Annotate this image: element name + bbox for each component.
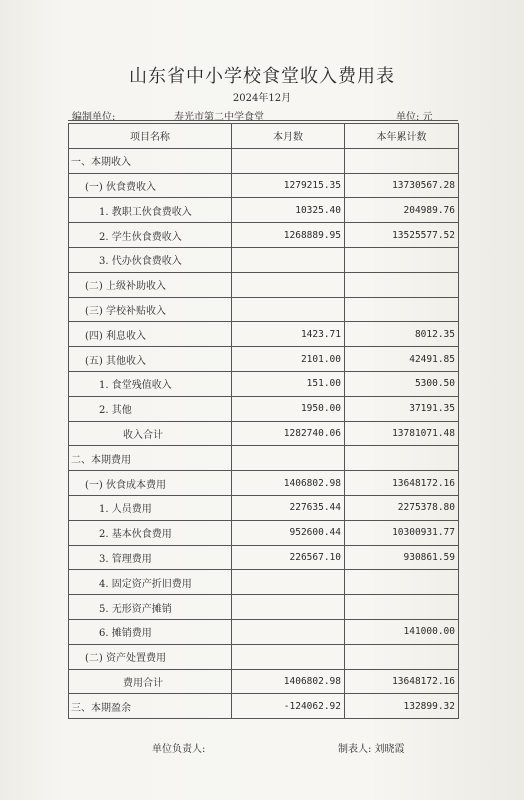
row-ytd-value: 13730567.28 xyxy=(345,173,459,198)
row-month-value xyxy=(232,644,345,669)
table-row xyxy=(69,347,459,372)
prepared-by-value: 寿光市第二中学食堂 xyxy=(174,112,264,123)
table-row xyxy=(69,322,459,347)
table-row xyxy=(69,247,459,272)
row-month-value xyxy=(232,148,345,173)
row-item-name: 三、本期盈余 xyxy=(69,694,232,719)
row-month-value: 227635.44 xyxy=(232,495,345,520)
row-month-value: 1423.71 xyxy=(232,322,345,347)
responsible-person-label: 单位负责人: xyxy=(152,744,206,755)
row-ytd-value xyxy=(345,595,459,620)
table-row xyxy=(69,446,459,471)
row-item-name: 1. 食堂残值收入 xyxy=(69,371,232,396)
row-ytd-value xyxy=(345,297,459,322)
row-month-value: 1406802.98 xyxy=(232,471,345,496)
row-month-value: 151.00 xyxy=(232,371,345,396)
table-row xyxy=(69,495,459,520)
row-ytd-value xyxy=(345,644,459,669)
row-item-name: 费用合计 xyxy=(69,669,232,694)
row-item-name: 3. 管理费用 xyxy=(69,545,232,570)
row-item-name: (四) 利息收入 xyxy=(69,322,232,347)
table-row xyxy=(69,619,459,644)
income-expense-table xyxy=(68,123,459,719)
table-row xyxy=(69,396,459,421)
row-month-value: -124062.92 xyxy=(232,694,345,719)
table-row xyxy=(69,148,459,173)
row-ytd-value: 5300.50 xyxy=(345,371,459,396)
row-ytd-value: 141000.00 xyxy=(345,619,459,644)
row-item-name: 5. 无形资产摊销 xyxy=(69,595,232,620)
row-ytd-value xyxy=(345,446,459,471)
column-header-item: 项目名称 xyxy=(69,124,232,149)
table-row xyxy=(69,545,459,570)
row-ytd-value: 13525577.52 xyxy=(345,223,459,248)
row-ytd-value xyxy=(345,570,459,595)
row-month-value: 1406802.98 xyxy=(232,669,345,694)
row-ytd-value: 13781071.48 xyxy=(345,421,459,446)
row-ytd-value xyxy=(345,148,459,173)
table-row xyxy=(69,198,459,223)
row-item-name: (一) 伙食费收入 xyxy=(69,173,232,198)
table-row xyxy=(69,570,459,595)
row-month-value: 1282740.06 xyxy=(232,421,345,446)
table-row xyxy=(69,223,459,248)
table-row xyxy=(69,644,459,669)
row-item-name: 4. 固定资产折旧费用 xyxy=(69,570,232,595)
row-month-value: 10325.40 xyxy=(232,198,345,223)
row-ytd-value: 37191.35 xyxy=(345,396,459,421)
table-row xyxy=(69,669,459,694)
row-month-value xyxy=(232,297,345,322)
row-ytd-value: 930861.59 xyxy=(345,545,459,570)
column-header-month: 本月数 xyxy=(232,124,345,149)
row-item-name: 3. 代办伙食费收入 xyxy=(69,247,232,272)
row-item-name: 二、本期费用 xyxy=(69,446,232,471)
table-row xyxy=(69,694,459,719)
table-row xyxy=(69,421,459,446)
row-ytd-value: 13648172.16 xyxy=(345,471,459,496)
row-month-value: 226567.10 xyxy=(232,545,345,570)
row-item-name: (二) 上级补助收入 xyxy=(69,272,232,297)
row-item-name: (三) 学校补贴收入 xyxy=(69,297,232,322)
row-ytd-value: 2275378.80 xyxy=(345,495,459,520)
row-ytd-value: 10300931.77 xyxy=(345,520,459,545)
row-item-name: (一) 伙食成本费用 xyxy=(69,471,232,496)
row-month-value: 1950.00 xyxy=(232,396,345,421)
header-rule xyxy=(68,120,458,121)
row-item-name: 一、本期收入 xyxy=(69,148,232,173)
row-item-name: 2. 基本伙食费用 xyxy=(69,520,232,545)
report-title: 山东省中小学校食堂收入费用表 xyxy=(129,66,395,87)
row-ytd-value xyxy=(345,247,459,272)
row-month-value: 1279215.35 xyxy=(232,173,345,198)
unit-label: 单位: 元 xyxy=(396,112,433,123)
row-month-value xyxy=(232,272,345,297)
row-ytd-value: 204989.76 xyxy=(345,198,459,223)
table-header-row xyxy=(69,124,459,149)
table-row xyxy=(69,272,459,297)
row-item-name: 1. 人员费用 xyxy=(69,495,232,520)
row-month-value: 2101.00 xyxy=(232,347,345,372)
row-month-value xyxy=(232,446,345,471)
row-month-value: 1268889.95 xyxy=(232,223,345,248)
column-header-ytd: 本年累计数 xyxy=(345,124,459,149)
table-row xyxy=(69,471,459,496)
row-month-value: 952600.44 xyxy=(232,520,345,545)
row-month-value xyxy=(232,570,345,595)
row-ytd-value: 132899.32 xyxy=(345,694,459,719)
table-row xyxy=(69,595,459,620)
row-ytd-value xyxy=(345,272,459,297)
preparer-label: 制表人: 刘晓霞 xyxy=(338,744,405,755)
table-row xyxy=(69,173,459,198)
row-item-name: 2. 其他 xyxy=(69,396,232,421)
row-item-name: 6. 摊销费用 xyxy=(69,619,232,644)
row-ytd-value: 13648172.16 xyxy=(345,669,459,694)
row-item-name: 1. 教职工伙食费收入 xyxy=(69,198,232,223)
row-item-name: (五) 其他收入 xyxy=(69,347,232,372)
prepared-by-label: 编制单位: xyxy=(72,112,116,123)
report-period: 2024年12月 xyxy=(232,93,292,104)
table-row xyxy=(69,520,459,545)
row-item-name: 收入合计 xyxy=(69,421,232,446)
row-month-value xyxy=(232,619,345,644)
row-month-value xyxy=(232,247,345,272)
table-row xyxy=(69,371,459,396)
row-item-name: (二) 资产处置费用 xyxy=(69,644,232,669)
row-ytd-value: 8012.35 xyxy=(345,322,459,347)
row-ytd-value: 42491.85 xyxy=(345,347,459,372)
row-month-value xyxy=(232,595,345,620)
table-row xyxy=(69,297,459,322)
row-item-name: 2. 学生伙食费收入 xyxy=(69,223,232,248)
